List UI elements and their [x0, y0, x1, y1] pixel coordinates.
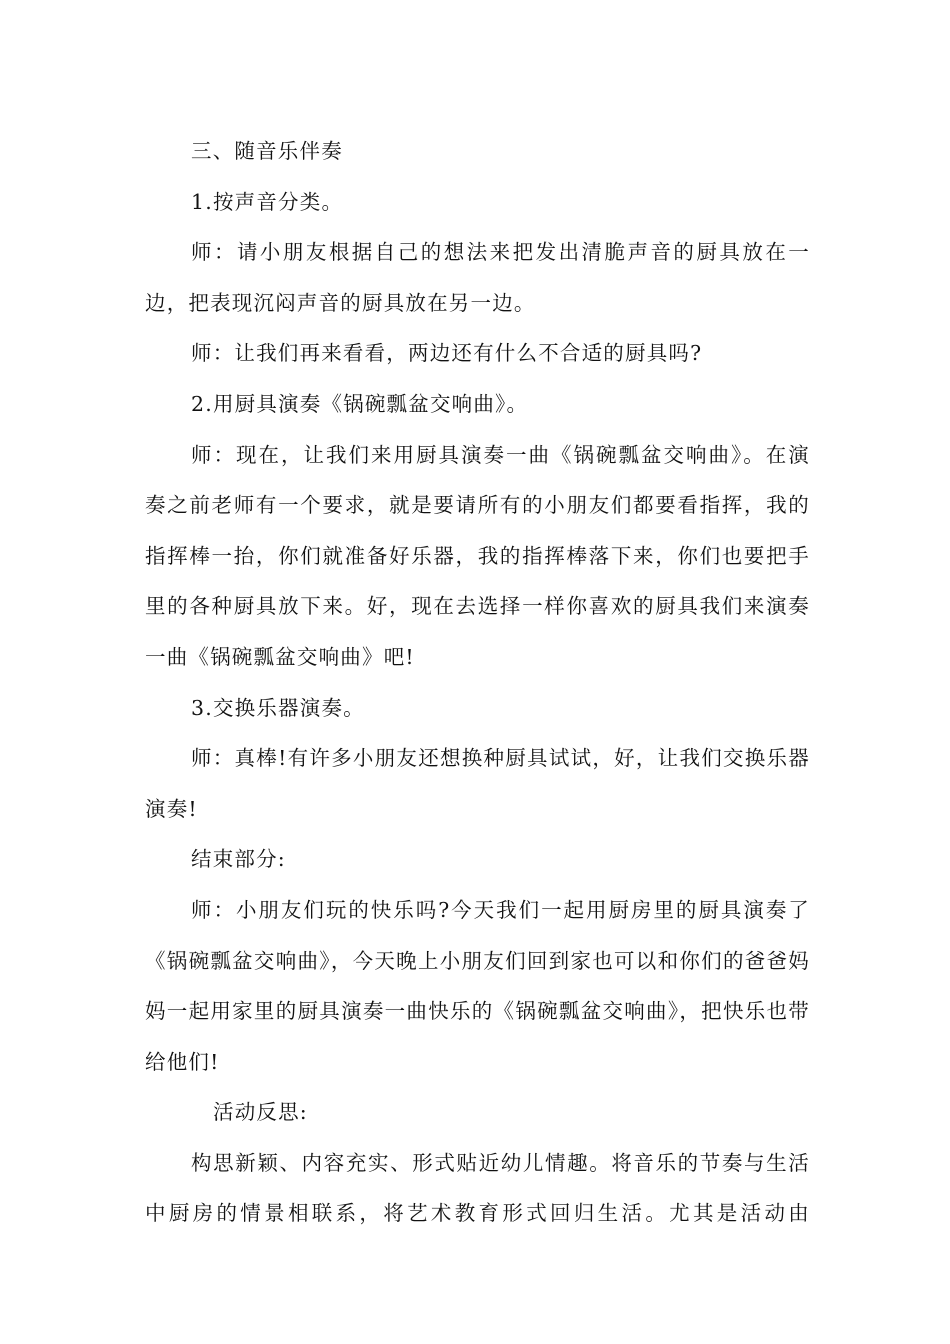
teacher-exchange-paragraph: 师：真棒!有许多小朋友还想换种厨具试试，好，让我们交换乐器演奏!	[145, 746, 810, 821]
step-heading-perform-with-kitchenware: 2.用厨具演奏《锅碗瓢盆交响曲》。	[191, 391, 529, 416]
step-heading-classify-by-sound: 1.按声音分类。	[191, 189, 344, 214]
closing-section-heading: 结束部分:	[191, 847, 286, 872]
teacher-question-paragraph: 师：让我们再来看看，两边还有什么不合适的厨具吗?	[191, 341, 703, 366]
step-heading-exchange-instruments: 3.交换乐器演奏。	[191, 695, 365, 720]
teacher-performance-paragraph: 师：现在，让我们来用厨具演奏一曲《锅碗瓢盆交响曲》。在演奏之前老师有一个要求，就是要请所有的小朋友们都要看指挥，我的指挥棒一抬，你们就准备好乐器，我的指挥棒落下来，你们也要把手里的各种厨具放下来。好，现在去选择一样你喜欢的厨具我们来演奏一曲《锅碗瓢盆交响曲》吧!	[145, 442, 810, 669]
reflection-paragraph: 构思新颖、内容充实、形式贴近幼儿情趣。将音乐的节奏与生活中厨房的情景相联系，将艺术教育形式回归生活。尤其是活动由	[145, 1150, 810, 1226]
document-body	[145, 126, 810, 1239]
teacher-closing-paragraph: 师：小朋友们玩的快乐吗?今天我们一起用厨房里的厨具演奏了《锅碗瓢盆交响曲》，今天晚上小朋友们回到家也可以和你们的爸爸妈妈一起用家里的厨具演奏一曲快乐的《锅碗瓢盆交响曲》，把快乐也带给他们!	[145, 897, 810, 1074]
section-heading-accompaniment: 三、随音乐伴奏	[191, 139, 343, 163]
reflection-section-heading: 活动反思:	[213, 1100, 308, 1125]
teacher-instruction-paragraph: 师：请小朋友根据自己的想法来把发出清脆声音的厨具放在一边，把表现沉闷声音的厨具放在另一边。	[145, 240, 810, 315]
